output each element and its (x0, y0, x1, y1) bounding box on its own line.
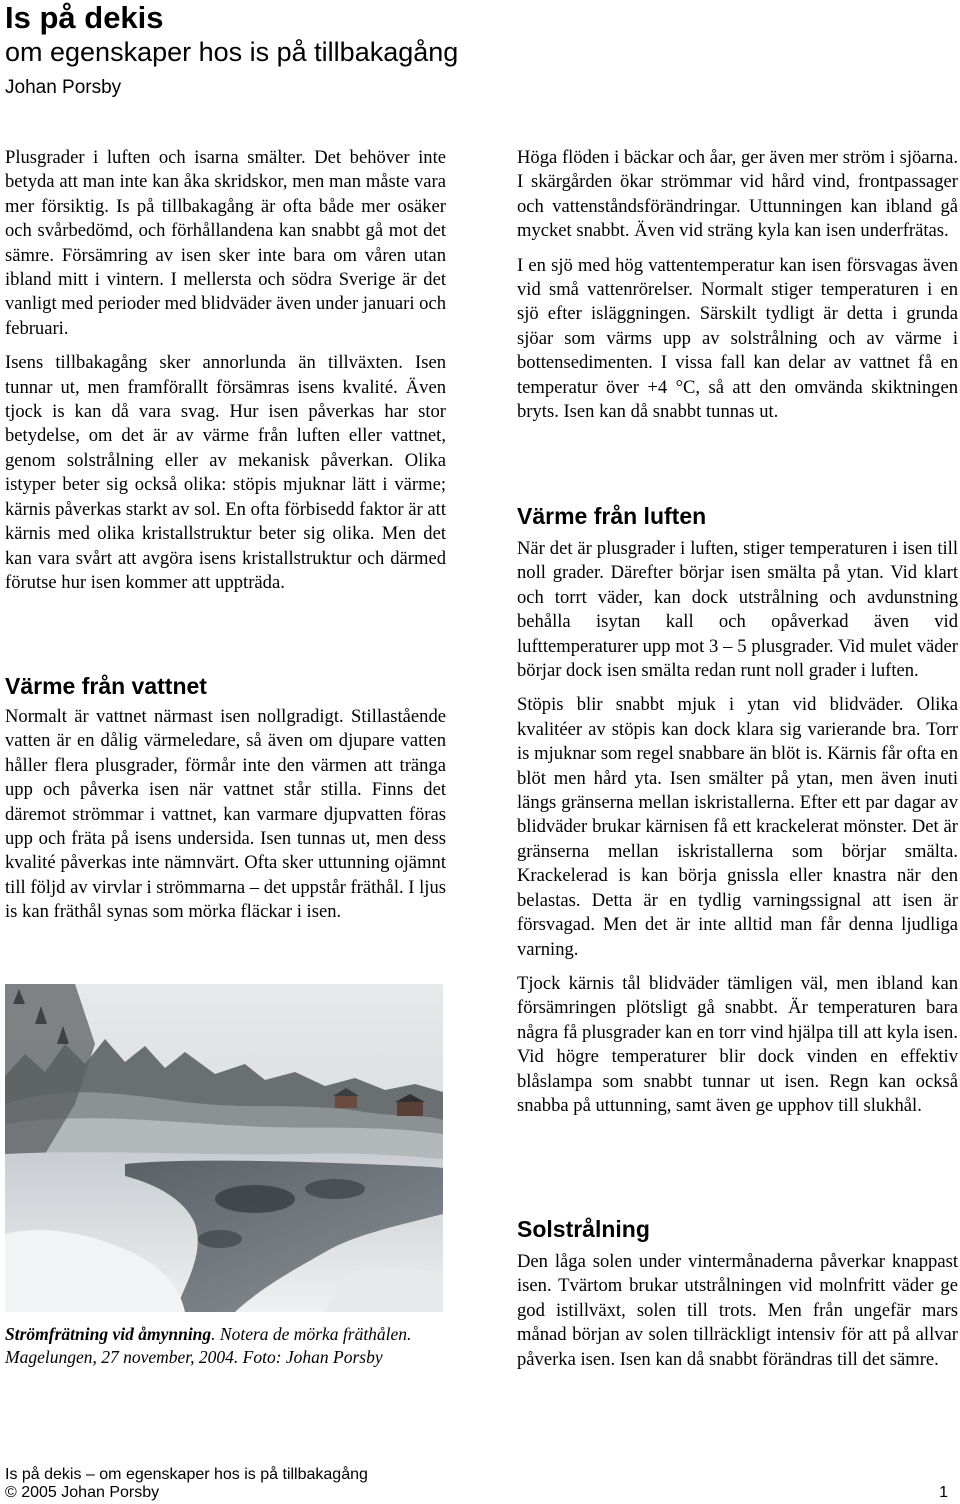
caption-credit: Magelungen, 27 november, 2004. Foto: Johan Porsby (5, 1347, 383, 1367)
page-number: 1 (939, 1484, 948, 1501)
paragraph: Normalt är vattnet närmast isen nollgradigt. Stillastående vatten är en dålig värmeledare, så även om djupare vatten håller flera plusgrader, förmår inte den värmen att tränga upp och påverka isen när vattnet står stilla. Finns det däremot strömmar i vattnet, kan varmare djupvatten föras upp och fräta på isens undersida. Isen tunnas ut, men dess kvalité påverkas inte nämnvärt. Ofta sker uttunning ojämnt till följd av virvlar i strömmarna – det uppstår fräthål. I ljus is kan fräthål synas som mörka fläckar i isen. (5, 706, 446, 923)
paragraph: Plusgrader i luften och isarna smälter. Det behöver inte betyda att man inte kan åka skridskor, men man måste vara mer försiktig. Is på tillbakagång är ofta både mer osäker och svårbedömd, och förhållandena kan snabbt gå mot det sämre. Försämring av isen sker inte bara om våren utan ibland mitt i vintern. I mellersta och södra Sverige är det vanligt med perioder med blidväder även under januari och februari. (5, 147, 446, 339)
right-column-section2 (517, 537, 958, 1128)
right-column-intro (517, 146, 958, 434)
right-column-section3 (517, 1250, 958, 1382)
left-column-intro (5, 146, 446, 605)
document-title: Is på dekis (5, 0, 164, 35)
paragraph: När det är plusgrader i luften, stiger temperaturen i isen till noll grader. Därefter börjar isen smälta på ytan. Vid klart och torrt väder, kan dock utstrålning och avdunstning behålla isytan kall och opåverkad även vid lufttemperaturer upp mot 3 – 5 plusgrader. Vid mulet väder börjar dock isen smälta redan runt noll grader i luften. (517, 538, 958, 682)
footer-copyright: © 2005 Johan Porsby (5, 1484, 160, 1501)
river-mouth-ice-photo (5, 984, 443, 1312)
photo-caption (5, 1323, 446, 1369)
document-subtitle: om egenskaper hos is på tillbakagång (5, 37, 459, 67)
section-heading-solstralning: Solstrålning (517, 1216, 650, 1242)
footer-title: Is på dekis – om egenskaper hos is på tillbakagång (5, 1466, 368, 1483)
section-heading-varme-fran-luften: Värme från luften (517, 503, 707, 529)
paragraph: I en sjö med hög vattentemperatur kan isen försvagas även vid små vattenrörelser. Normalt stiger temperaturen i en sjö efter isläggningen. Särskilt tydligt är detta i grunda sjöar som värms upp av solstrålning och av värme i bottensedimenten. I vissa fall kan delar av vattnet få en temperatur över +4 °C, så att den omvända skiktningen bryts. Isen kan då snabbt tunnas ut. (517, 254, 958, 423)
caption-bold: Strömfrätning vid åmynning (5, 1324, 212, 1344)
section-heading-varme-fran-vattnet: Värme från vattnet (5, 673, 207, 699)
caption-text: . Notera de mörka fräthålen. (211, 1324, 412, 1344)
paragraph: Den låga solen under vintermånaderna påverkar knappast isen. Tvärtom brukar utstrålningen vid molnfritt väder ge god istillväxt, solen till trots. Men från ungefär mars månad början av solen tillräckligt intensiv för att på allvar påverka isen. Isen kan då snabbt förändras till det sämre. (517, 1251, 958, 1370)
paragraph: Höga flöden i bäckar och åar, ger även mer ström i sjöarna. I skärgården ökar strömmar vid hård vind, frontpassager och vattenståndsförändringar. Uttunningen kan ibland gå mycket snabbt. Även vid sträng kyla kan isen underfrätas. (517, 147, 958, 242)
paragraph: Stöpis blir snabbt mjuk i ytan vid blidväder. Olika kvalitéer av stöpis kan dock klara sig varierande bra. Torr is mjuknar som regel snabbare än blöt is. Kärnis får ofta en blöt men hård yta. Isen smälter på ytan, men även inuti längs gränserna mellan iskristallerna. Efter ett par dagar av blidväder brukar kärnisen få ett krackelerat mönster. Det är gränserna mellan iskristallerna som börjar smälta. Krackelerad is kan börja gnissla eller knastra när den belastas. Detta är en tydlig varningssignal att isen är försvagad. Men det är inte alltid man får denna ljudliga varning. (517, 694, 958, 960)
paragraph: Tjock kärnis tål blidväder tämligen väl, men ibland kan försämringen plötsligt gå snabbt. Är temperaturen bara några få plusgrader kan en torr vind hjälpa till att kyla isen. Vid högre temperaturer blir dock vinden en effektiv blåslampa som snabbt tunnar ut isen. Regn kan också snabba på uttunning, samt även ge upphov till slukhål. (517, 972, 958, 1116)
paragraph: Isens tillbakagång sker annorlunda än tillväxten. Isen tunnar ut, men framförallt försämras isens kvalité. Även tjock is kan då vara svag. Hur isen påverkas har stor betydelse, om det är av värme från luften eller vattnet, genom solstrålning eller av mekanisk påverkan. Olika istyper beter sig också olika: stöpis mjuknar lätt i värme; kärnis påverkas starkt av sol. En ofta förbisedd faktor är att kärnis med olika kristallstruktur beter sig olika. Men det kan vara svårt att avgöra isens kristallstruktur och därmed förutse hur isen kommer att uppträda. (5, 352, 446, 593)
left-column-section1 (5, 705, 446, 935)
document-author: Johan Porsby (5, 77, 122, 98)
